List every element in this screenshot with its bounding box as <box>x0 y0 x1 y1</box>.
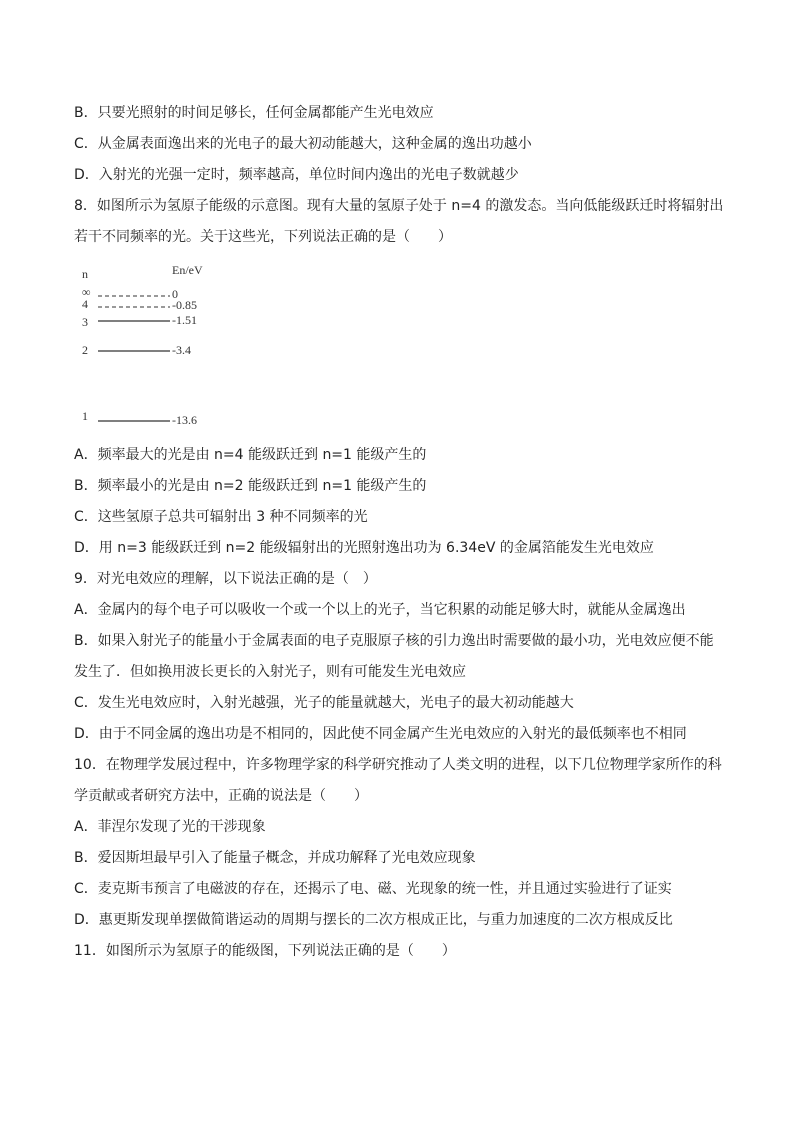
n-axis-label: n <box>82 267 88 281</box>
level-3-value: -1.51 <box>172 313 197 327</box>
option-d-q8: D．用 n=3 能级跃迁到 n=2 能级辐射出的光照射逸出功为 6.34eV 的金属箔能发生光电效应 <box>74 540 654 556</box>
energy-axis-label: En/eV <box>172 263 203 277</box>
question-8-stem-line2: 若干不同频率的光。关于这些光，下列说法正确的是（ ） <box>74 229 452 245</box>
level-inf-n: ∞ <box>82 285 91 299</box>
option-b-q9-line2: 发生了．但如换用波长更长的入射光子，则有可能发生光电效应 <box>74 664 466 680</box>
level-2-n: 2 <box>82 343 88 357</box>
option-b-q8: B．频率最小的光是由 n=2 能级跃迁到 n=1 能级产生的 <box>74 478 427 494</box>
option-b-q7: B．只要光照射的时间足够长，任何金属都能产生光电效应 <box>74 105 434 121</box>
level-1-n: 1 <box>82 409 88 423</box>
option-a-q10: A．菲涅尔发现了光的干涉现象 <box>74 819 266 835</box>
question-10-stem-line1: 10．在物理学发展过程中，许多物理学家的科学研究推动了人类文明的进程，以下几位物理学家所作的科 <box>74 757 722 773</box>
level-4-value: -0.85 <box>172 298 197 312</box>
question-10-stem-line2: 学贡献或者研究方法中，正确的说法是（ ） <box>74 788 368 804</box>
option-c-q10: C．麦克斯韦预言了电磁波的存在，还揭示了电、磁、光现象的统一性，并且通过实验进行了证实 <box>74 881 672 897</box>
level-3-n: 3 <box>82 315 88 329</box>
option-c-q7: C．从金属表面逸出来的光电子的最大初动能越大，这种金属的逸出功越小 <box>74 136 532 152</box>
option-d-q9: D．由于不同金属的逸出功是不相同的，因此使不同金属产生光电效应的入射光的最低频率也不相同 <box>74 726 687 742</box>
option-d-q7: D．入射光的光强一定时，频率越高，单位时间内逸出的光电子数就越少 <box>74 167 519 183</box>
option-b-q10: B．爱因斯坦最早引入了能量子概念，并成功解释了光电效应现象 <box>74 850 476 866</box>
energy-level-diagram <box>78 262 238 434</box>
question-9-stem: 9．对光电效应的理解，以下说法正确的是（ ） <box>74 571 377 587</box>
option-a-q9: A．金属内的每个电子可以吸收一个或一个以上的光子，当它积累的动能足够大时，就能从金属逸出 <box>74 602 686 618</box>
option-c-q9: C．发生光电效应时，入射光越强，光子的能量就越大，光电子的最大初动能越大 <box>74 695 574 711</box>
level-4-n: 4 <box>82 297 88 311</box>
level-2-value: -3.4 <box>172 343 191 357</box>
option-b-q9-line1: B．如果入射光子的能量小于金属表面的电子克服原子核的引力逸出时需要做的最小功，光电效应便不能 <box>74 633 714 649</box>
option-c-q8: C．这些氢原子总共可辐射出 3 种不同频率的光 <box>74 509 368 525</box>
option-d-q10: D．惠更斯发现单摆做简谐运动的周期与摆长的二次方根成正比，与重力加速度的二次方根成反比 <box>74 912 673 928</box>
level-1-value: -13.6 <box>172 413 197 427</box>
level-inf-value: 0 <box>172 287 178 301</box>
question-8-stem-line1: 8．如图所示为氢原子能级的示意图。现有大量的氢原子处于 n=4 的激发态。当向低能级跃迁时将辐射出 <box>74 198 724 214</box>
option-a-q8: A．频率最大的光是由 n=4 能级跃迁到 n=1 能级产生的 <box>74 447 427 463</box>
question-11-stem: 11．如图所示为氢原子的能级图，下列说法正确的是（ ） <box>74 943 456 959</box>
